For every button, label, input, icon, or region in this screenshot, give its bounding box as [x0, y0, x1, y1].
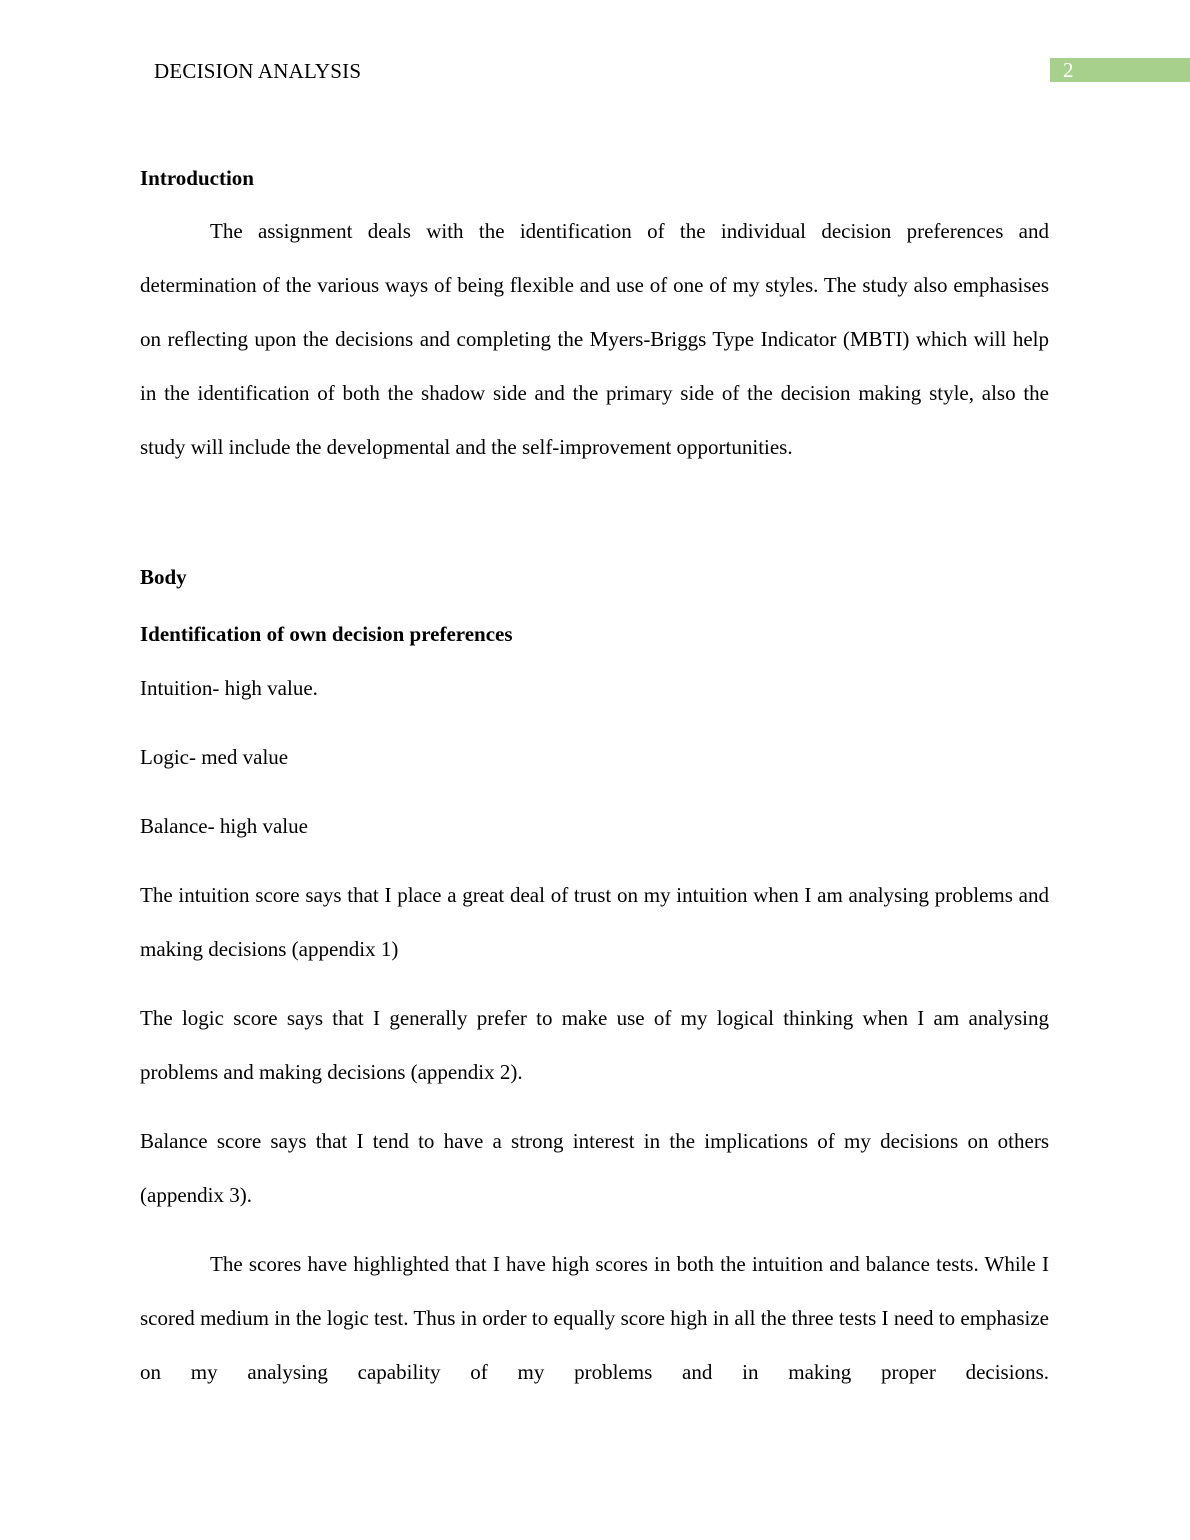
intuition-score-paragraph: The intuition score says that I place a great deal of trust on my intuition when I am analysing problems and making decisions (appendix 1) [140, 883, 1049, 961]
introduction-heading: Introduction [140, 166, 254, 190]
introduction-paragraph: The assignment deals with the identification of the individual decision preferences and determination of the various ways of being flexible and use of one of my styles. The study also emphasises on reflecting upon the decisions and completing the Myers-Briggs Type Indicator (MBTI) which will help in the identification of both the shadow side and the primary side of the decision making style, also the study will include the developmental and the self-improvement opportunities. [140, 219, 1049, 459]
decision-preferences-subheading: Identification of own decision preferences [140, 622, 513, 646]
score-intuition: Intuition- high value. [140, 676, 318, 700]
scores-summary-paragraph: The scores have highlighted that I have high scores in both the intuition and balance tests. While I scored medium in the logic test. Thus in order to equally score high in all the three tests I need to emphasize on my analysing capability of my problems and in making proper decisions. [140, 1252, 1049, 1384]
page-number: 2 [1063, 58, 1074, 82]
balance-score-paragraph: Balance score says that I tend to have a strong interest in the implications of my decisions on others (appendix 3). [140, 1129, 1049, 1207]
running-head: DECISION ANALYSIS [154, 59, 362, 83]
body-heading: Body [140, 565, 187, 589]
page-number-badge [1050, 58, 1190, 82]
logic-score-paragraph: The logic score says that I generally prefer to make use of my logical thinking when I am analysing problems and making decisions (appendix 2). [140, 1006, 1049, 1084]
score-logic: Logic- med value [140, 745, 289, 769]
score-balance: Balance- high value [140, 814, 308, 838]
